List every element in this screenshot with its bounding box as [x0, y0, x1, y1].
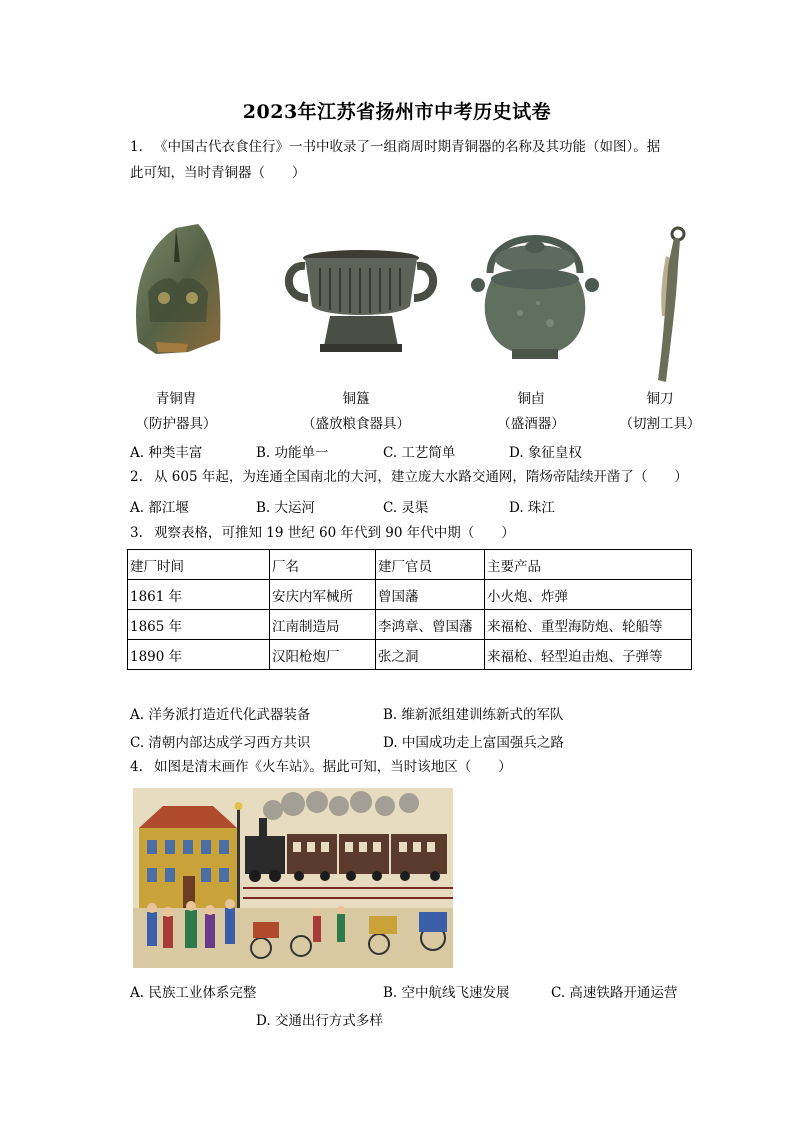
bronze-you-image	[460, 223, 610, 363]
q1-option-a[interactable]: A. 种类丰富	[130, 445, 203, 461]
table-cell: 小火炮、炸弹	[485, 580, 692, 610]
q2-stem: 从 605 年起，为连通全国南北的大河，建立庞大水路交通网，隋炀帝陆续开凿了（ ）	[154, 469, 688, 485]
q4-option-a[interactable]: A. 民族工业体系完整	[130, 985, 257, 1001]
table-header-cell: 建厂官员	[376, 550, 485, 580]
table-header-cell: 建厂时间	[128, 550, 270, 580]
factory-table	[127, 549, 692, 670]
q3-option-b[interactable]: B. 维新派组建训练新式的军队	[383, 707, 564, 723]
table-cell: 汉阳枪炮厂	[270, 640, 376, 670]
caption-gui-name: 铜簋	[342, 391, 370, 407]
q3-option-d[interactable]: D. 中国成功走上富国强兵之路	[383, 735, 564, 751]
q2-option-b[interactable]: B. 大运河	[256, 500, 316, 516]
bronze-helmet-image	[128, 222, 224, 358]
q3-line	[130, 523, 515, 543]
q4-number: 4.	[130, 759, 143, 775]
caption-helmet-name: 青铜胄	[155, 391, 197, 407]
table-header-cell: 主要产品	[485, 550, 692, 580]
q4-option-d[interactable]: D. 交通出行方式多样	[256, 1013, 383, 1029]
q3-stem: 观察表格，可推知 19 世纪 60 年代到 90 年代中期（ ）	[154, 525, 515, 541]
q4-option-c[interactable]: C. 高速铁路开通运营	[551, 985, 678, 1001]
table-cell: 来福枪、轻型迫击炮、子弹等	[485, 640, 692, 670]
caption-helmet-func: （防护器具）	[135, 416, 217, 432]
train-station-painting	[133, 788, 453, 968]
table-row	[128, 640, 692, 670]
q2-option-c[interactable]: C. 灵渠	[383, 500, 429, 516]
table-cell: 1861 年	[128, 580, 270, 610]
table-cell: 张之洞	[376, 640, 485, 670]
caption-you-func: （盛酒器）	[497, 416, 565, 432]
table-cell: 曾国藩	[376, 580, 485, 610]
bronze-gui-image	[280, 246, 442, 356]
table-cell: 江南制造局	[270, 610, 376, 640]
caption-knife-name: 铜刀	[646, 391, 674, 407]
caption-knife-func: （切割工具）	[619, 416, 701, 432]
q4-stem: 如图是清末画作《火车站》。据此可知，当时该地区（ ）	[154, 759, 512, 775]
table-cell: 1890 年	[128, 640, 270, 670]
bronze-knife-image	[648, 226, 688, 386]
q1-option-c[interactable]: C. 工艺简单	[383, 445, 456, 461]
q1-stem-line2: 此可知，当时青铜器（ ）	[130, 165, 306, 181]
table-row	[128, 580, 692, 610]
page-title: 2023年江苏省扬州市中考历史试卷	[242, 101, 552, 123]
table-cell: 来福枪、重型海防炮、轮船等	[485, 610, 692, 640]
q2-option-d[interactable]: D. 珠江	[509, 500, 555, 516]
table-cell: 1865 年	[128, 610, 270, 640]
q4-option-b[interactable]: B. 空中航线飞速发展	[383, 985, 510, 1001]
caption-you-name: 铜卣	[517, 391, 545, 407]
q1-line1	[130, 137, 660, 157]
q3-number: 3.	[130, 525, 143, 541]
q1-number: 1.	[130, 139, 143, 155]
q1-option-b[interactable]: B. 功能单一	[256, 445, 329, 461]
q2-option-a[interactable]: A. 都江堰	[130, 500, 189, 516]
q2-line	[130, 467, 688, 487]
q3-option-a[interactable]: A. 洋务派打造近代化武器装备	[130, 707, 311, 723]
table-header-row	[128, 550, 692, 580]
table-row	[128, 610, 692, 640]
q1-option-d[interactable]: D. 象征皇权	[509, 445, 582, 461]
table-header-cell: 厂名	[270, 550, 376, 580]
caption-gui-func: （盛放粮食器具）	[302, 416, 410, 432]
q1-stem-line1: 《中国古代衣食住行》一书中收录了一组商周时期青铜器的名称及其功能（如图）。据	[154, 139, 661, 155]
table-cell: 李鸿章、曾国藩	[376, 610, 485, 640]
q2-number: 2.	[130, 469, 143, 485]
q4-line	[130, 757, 512, 777]
q3-option-c[interactable]: C. 清朝内部达成学习西方共识	[130, 735, 311, 751]
table-cell: 安庆内军械所	[270, 580, 376, 610]
